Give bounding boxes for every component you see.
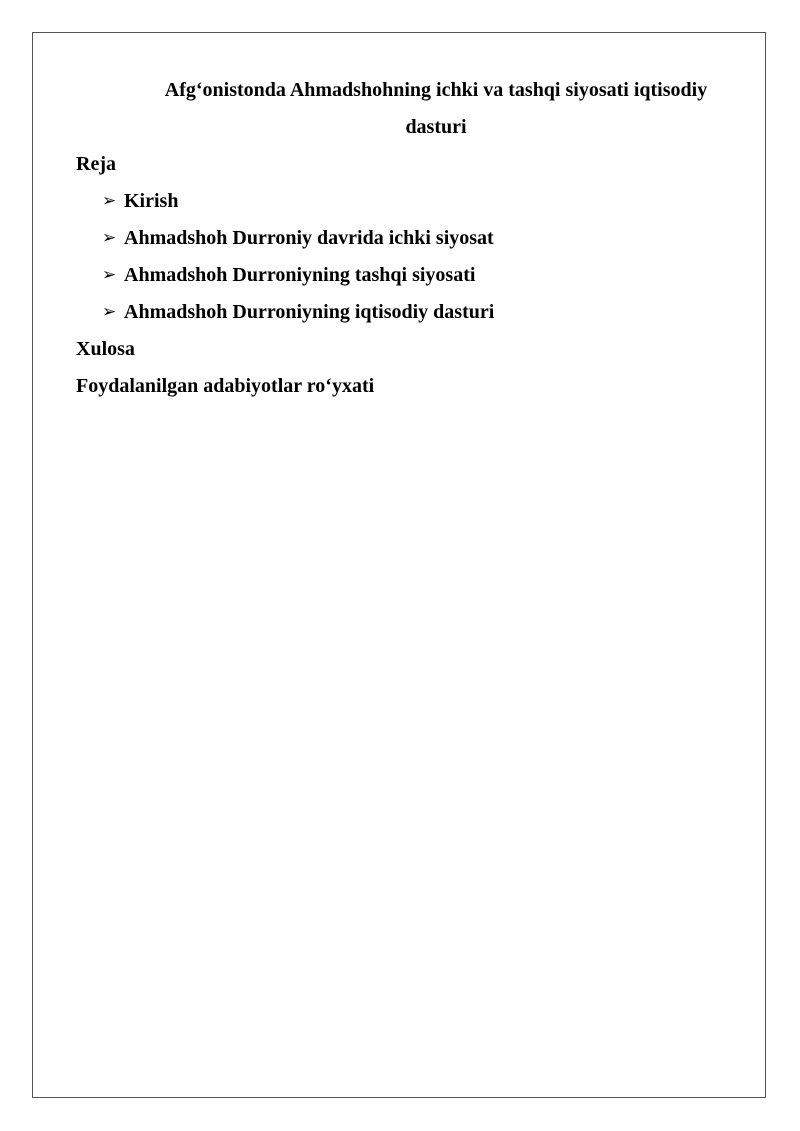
plan-heading: Reja bbox=[76, 153, 116, 175]
plan-item-label: Kirish bbox=[124, 190, 179, 212]
plan-list-item bbox=[102, 294, 736, 331]
title-line-2: dasturi bbox=[405, 116, 467, 138]
plan-list bbox=[76, 183, 736, 331]
plan-item-label: Ahmadshoh Durroniyning iqtisodiy dasturi bbox=[124, 301, 495, 323]
arrow-bullet-icon: ➢ bbox=[102, 302, 117, 322]
references-heading: Foydalanilgan adabiyotlar ro‘yxati bbox=[76, 375, 375, 397]
plan-item-label: Ahmadshoh Durroniyning tashqi siyosati bbox=[124, 264, 476, 286]
plan-list-item bbox=[102, 183, 736, 220]
plan-list-item bbox=[102, 220, 736, 257]
arrow-bullet-icon: ➢ bbox=[102, 191, 117, 211]
plan-list-item bbox=[102, 257, 736, 294]
document-title bbox=[76, 72, 736, 146]
arrow-bullet-icon: ➢ bbox=[102, 265, 117, 285]
conclusion-heading: Xulosa bbox=[76, 338, 135, 360]
title-line-1: Afg‘onistonda Ahmadshohning ichki va tashqi siyosati iqtisodiy bbox=[164, 79, 708, 101]
arrow-bullet-icon: ➢ bbox=[102, 228, 117, 248]
document-body bbox=[76, 72, 736, 405]
plan-item-label: Ahmadshoh Durroniy davrida ichki siyosat bbox=[124, 227, 494, 249]
